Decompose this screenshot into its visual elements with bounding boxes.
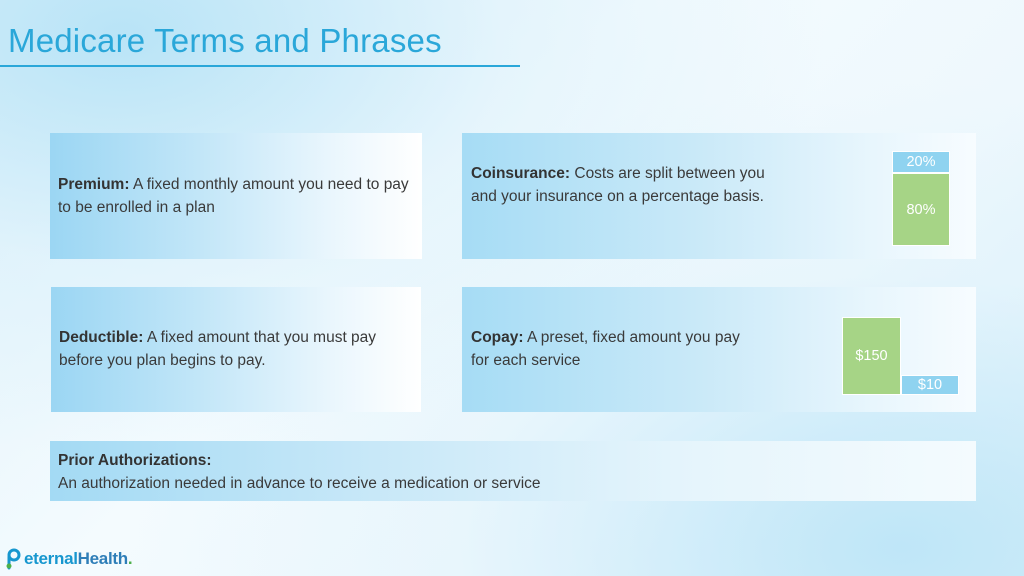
term-definition: A fixed amount that you must pay before you plan begins to pay. xyxy=(59,329,377,369)
term-label: Prior Authorizations: xyxy=(58,452,212,469)
card-premium xyxy=(50,133,422,259)
term-label: Deductible: xyxy=(59,329,144,346)
term-definition: Costs are split between you and your insurance on a percentage basis. xyxy=(471,165,765,205)
card-copay-text xyxy=(471,326,761,372)
term-definition: An authorization needed in advance to receive a medication or service xyxy=(58,475,541,492)
card-premium-text xyxy=(58,173,418,219)
title-underline xyxy=(0,65,520,67)
term-definition: A preset, fixed amount you pay for each service xyxy=(471,329,740,369)
term-definition: A fixed monthly amount you need to pay to be enrolled in a plan xyxy=(58,176,409,216)
copay-full-cost-bar: $150 xyxy=(842,317,901,395)
card-prior-auth-text xyxy=(58,449,958,495)
coinsurance-insurance-share: 20% xyxy=(892,151,950,173)
logo-wordmark: eternalHealth. xyxy=(24,549,133,568)
card-deductible xyxy=(51,287,421,412)
term-label: Coinsurance: xyxy=(471,165,571,182)
term-label: Copay: xyxy=(471,329,524,346)
coinsurance-you-share: 80% xyxy=(892,173,950,246)
copay-amount-bar: $10 xyxy=(901,375,959,395)
page-title: Medicare Terms and Phrases xyxy=(8,22,442,59)
card-coinsurance-text xyxy=(471,162,786,208)
eternalhealth-logo-icon xyxy=(4,548,24,570)
eternalhealth-logo xyxy=(4,548,132,570)
term-label: Premium: xyxy=(58,176,130,193)
card-prior-authorizations xyxy=(50,441,976,501)
card-deductible-text xyxy=(59,326,419,372)
